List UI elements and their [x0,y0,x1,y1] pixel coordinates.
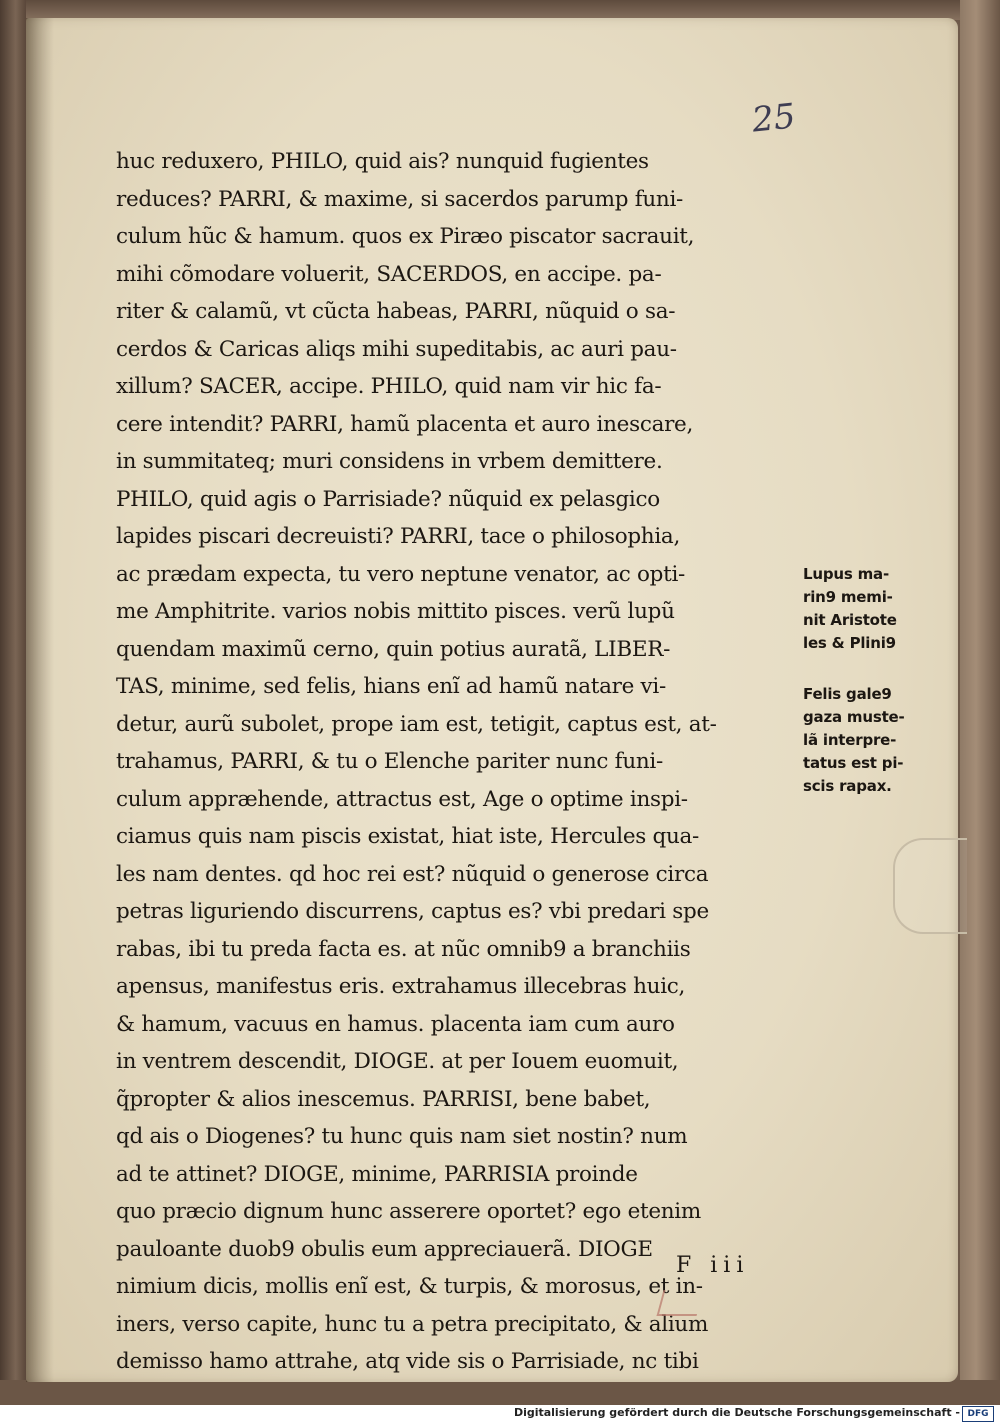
page-gutter-shadow [26,18,54,1382]
book-cover-top-edge [0,0,1000,20]
footer-credit: Digitalisierung gefördert durch die Deutsche Forschungsgemeinschaft - [513,1406,960,1419]
text-line: riter & calamũ, vt cũcta habeas, PARRI, nũquid o sa- [116,299,676,324]
marginal-note-line: lã interpre- [803,731,897,749]
signature-mark: F iii [676,1253,750,1278]
text-line: iners, verso capite, hunc tu a petra precipitato, & alium [116,1311,709,1337]
text-line: detur, aurũ subolet, prope iam est, tetigit, captus est, at- [116,711,717,737]
text-line: culum hũc & hamum. quos ex Piræo piscator sacrauit, [116,224,695,249]
text-line: & hamum, vacuus en hamus. placenta iam cum auro [116,1011,675,1037]
text-line: PHILO, quid agis o Parrisiade? nũquid ex pelasgico [116,486,660,512]
text-line: pauloante duob9 obulis eum appreciauerã. DIOGE [116,1236,653,1262]
text-line: TAS, minime, sed felis, hians enĩ ad hamũ natare vi- [116,674,666,699]
book-cover-left-edge [0,0,26,1405]
pencil-mark [657,1290,704,1316]
book-cover-bottom-edge [0,1380,1000,1405]
text-line: cerdos & Caricas aliqs mihi supeditabis, ac auri pau- [116,336,677,362]
text-line: culum appræhende, attractus est, Age o optime inspi- [116,786,688,812]
text-line: xillum? SACER, accipe. PHILO, quid nam vir hic fa- [116,374,662,399]
text-line: quendam maximũ cerno, quin potius auratã, LIBER- [116,636,671,662]
text-line: q̃propter & alios inescemus. PARRISI, bene babet, [116,1086,651,1112]
text-line: quo præcio dignum hunc asserere oportet? ego etenim [116,1199,701,1224]
text-line: mihi cõmodare voluerit, SACERDOS, en accipe. pa- [116,261,662,287]
marginal-note-line: gaza muste- [803,708,905,726]
text-line: ciamus quis nam piscis existat, hiat iste, Hercules qua- [116,824,700,849]
text-line: huc reduxero, PHILO, quid ais? nunquid fugientes [116,149,649,174]
text-line: nimium dicis, mollis enĩ est, & turpis, & morosus, et in- [116,1274,703,1299]
text-line: reduces? PARRI, & maxime, si sacerdos parump funi- [116,186,683,212]
marginal-note-line: rin9 memi- [803,588,893,606]
text-line: ad te attinet? DIOGE, minime, PARRISIA proinde [116,1161,638,1187]
text-line: les nam dentes. qd hoc rei est? nũquid o generose circa [116,861,709,887]
marginal-note-line: Lupus ma- [803,565,889,583]
dfg-logo: DFG [962,1406,994,1422]
book-cover-right-edge [960,0,1000,1405]
marginal-note-lupus [803,563,913,655]
text-line: ac prædam expecta, tu vero neptune venator, ac opti- [116,561,686,587]
text-line: in ventrem descendit, DIOGE. at per Iouem euomuit, [116,1049,679,1074]
text-line: lapides piscari decreuisti? PARRI, tace o philosophia, [116,524,680,549]
text-line: cere intendit? PARRI, hamũ placenta et auro inescare, [116,411,694,437]
marginal-note-felis [803,683,913,798]
marginal-note-line: scis rapax. [803,777,892,795]
main-text-block [116,143,806,1381]
marginal-note-line: Felis gale9 [803,685,892,703]
marginal-note-line: tatus est pi- [803,754,904,772]
text-line: rabas, ibi tu preda facta es. at nũc omnib9 a branchiis [116,936,691,962]
text-line: in summitateq; muri considens in vrbem demittere. [116,449,663,474]
text-line: demisso hamo attrahe, atq vide sis o Parrisiade, nc tibi [116,1349,699,1374]
text-line: me Amphitrite. varios nobis mittito pisces. verũ lupũ [116,599,675,624]
text-line: qd ais o Diogenes? tu hunc quis nam siet nostin? num [116,1124,688,1149]
marginal-note-line: les & Plini9 [803,634,896,652]
handwritten-folio-number: 25 [750,96,798,141]
text-line: petras liguriendo discurrens, captus es? vbi predari spe [116,899,709,924]
text-line: trahamus, PARRI, & tu o Elenche pariter nunc funi- [116,749,663,774]
page-clip-tab [893,838,967,934]
marginal-note-line: nit Aristote [803,611,897,629]
text-line: apensus, manifestus eris. extrahamus illecebras huic, [116,974,686,999]
